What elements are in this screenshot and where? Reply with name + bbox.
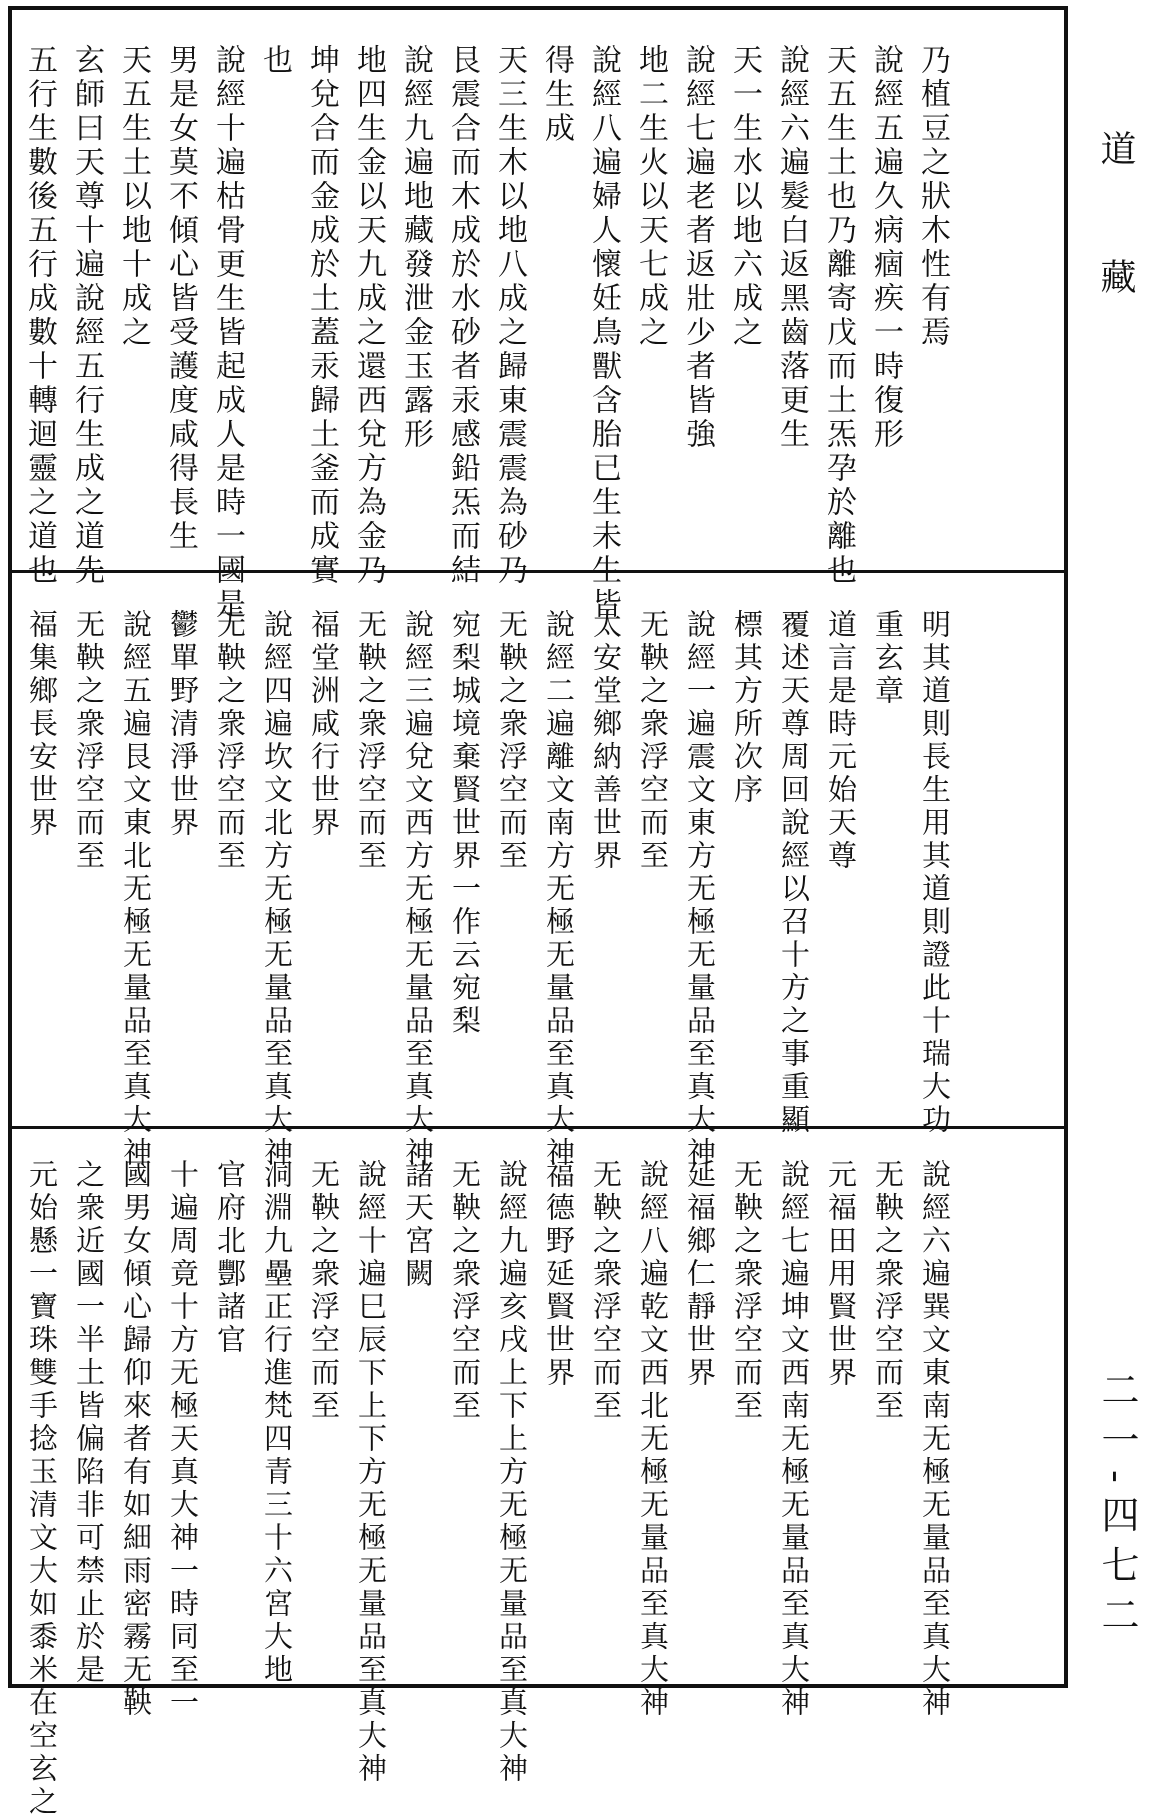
text-column: 地二生火以天七成之 [633,44,668,350]
text-column: 得生成 [539,44,574,146]
text-columns [16,44,956,622]
text-column: 道言是時元始天尊 [824,609,858,873]
text-column: 天一生水以地六成之 [727,44,762,350]
text-column: 說經九遍地藏發泄金玉露形 [398,44,433,452]
text-column: 玄師曰天尊十遍說經五行生成之道先 [69,44,104,588]
text-column: 太安堂鄉納善世界 [589,609,623,873]
text-column: 元福田用賢世界 [824,1159,858,1390]
text-column: 官府北酆諸官 [213,1159,247,1357]
text-column: 无鞅之衆浮空而至 [307,1159,341,1423]
text-column: 无鞅之衆浮空而至 [589,1159,623,1423]
text-column: 說經六遍巽文東南无極无量品至真大神 [918,1159,952,1720]
text-column: 乃植豆之狀木性有焉 [915,44,950,350]
text-column: 元始懸一寶珠雙手捻玉清文大如黍米在空玄之 [25,1159,59,1819]
text-columns [18,1159,958,1819]
text-column: 說經四遍坎文北方无極无量品至真大神 [260,609,294,1170]
text-column: 國男女傾心歸仰來者有如細雨密霧无鞅 [119,1159,153,1720]
text-column: 鬱單野清淨世界 [166,609,200,840]
text-column: 重玄章 [871,609,905,708]
page-number: 二一-四七二 [1095,1370,1139,1645]
text-column: 諸天宮闕 [401,1159,435,1291]
text-column: 明其道則長生用其道則證此十瑞大功 [918,609,952,1137]
text-column: 五行生數後五行成數十轉迴靈之道也 [22,44,57,588]
text-column: 男是女莫不傾心皆受護度咸得長生 [163,44,198,554]
text-column: 无鞅之衆浮空而至 [72,609,106,873]
text-column: 說經五遍久病痼疾一時復形 [868,44,903,452]
text-column: 說經十遍枯骨更生皆起成人是時一國是 [210,44,245,622]
text-column: 福集鄉長安世界 [25,609,59,840]
text-column: 說經七遍老者返壯少者皆強 [680,44,715,452]
text-panel-top [8,6,1068,622]
text-column: 說經八遍乾文西北无極无量品至真大神 [636,1159,670,1720]
text-column: 无鞅之衆浮空而至 [448,1159,482,1423]
text-column: 天三生木以地八成之歸東震震為砂乃 [492,44,527,588]
text-column: 標其方所次序 [730,609,764,807]
text-column: 也 [257,44,292,78]
text-column: 无鞅之衆浮空而至 [871,1159,905,1423]
text-column: 无鞅之衆浮空而至 [730,1159,764,1423]
text-column: 坤兌合而金成於土蓋汞歸土釜而成實 [304,44,339,588]
text-columns [18,609,958,1170]
text-column: 說經十遍巳辰下上下方无極无量品至真大神 [354,1159,388,1786]
text-column: 福堂洲咸行世界 [307,609,341,840]
text-column: 洞淵九壘正行進梵四青三十六宮大地 [260,1159,294,1687]
text-column: 十遍周竟十方无極天真大神一時同至一 [166,1159,200,1720]
text-column: 天五生土也乃離寄戊而土炁孕於離也 [821,44,856,588]
text-column: 无鞅之衆浮空而至 [213,609,247,873]
text-column: 覆述天尊周回說經以召十方之事重顯 [777,609,811,1137]
text-column: 延福鄉仁靜世界 [683,1159,717,1390]
text-column: 无鞅之衆浮空而至 [636,609,670,873]
text-column: 天五生土以地十成之 [116,44,151,350]
text-column: 說經八遍婦人懷妊鳥獸含胎已生未生皆 [586,44,621,622]
text-column: 說經二遍離文南方无極无量品至真大神 [542,609,576,1170]
text-column: 說經五遍艮文東北无極无量品至真大神 [119,609,153,1170]
text-column: 說經三遍兌文西方无極无量品至真大神 [401,609,435,1170]
text-panel-middle [8,570,1068,1170]
text-column: 福德野延賢世界 [542,1159,576,1390]
text-column: 說經六遍髮白返黑齒落更生 [774,44,809,452]
text-column: 艮震合而木成於水砂者汞感鉛炁而結 [445,44,480,588]
margin-title-2: 藏 [1095,258,1136,298]
text-panel-bottom [8,1126,1068,1819]
text-column: 无鞅之衆浮空而至 [495,609,529,873]
text-column: 說經一遍震文東方无極无量品至真大神 [683,609,717,1170]
text-column: 宛梨城境棄賢世界一作云宛梨 [448,609,482,1038]
text-column: 无鞅之衆浮空而至 [354,609,388,873]
margin-title-1: 道 [1095,130,1136,170]
text-column: 說經七遍坤文西南无極无量品至真大神 [777,1159,811,1720]
text-column: 之衆近國一半土皆偏陷非可禁止於是 [72,1159,106,1687]
text-column: 說經九遍亥戌上下上方无極无量品至真大神 [495,1159,529,1786]
text-column: 地四生金以天九成之還西兌方為金乃 [351,44,386,588]
